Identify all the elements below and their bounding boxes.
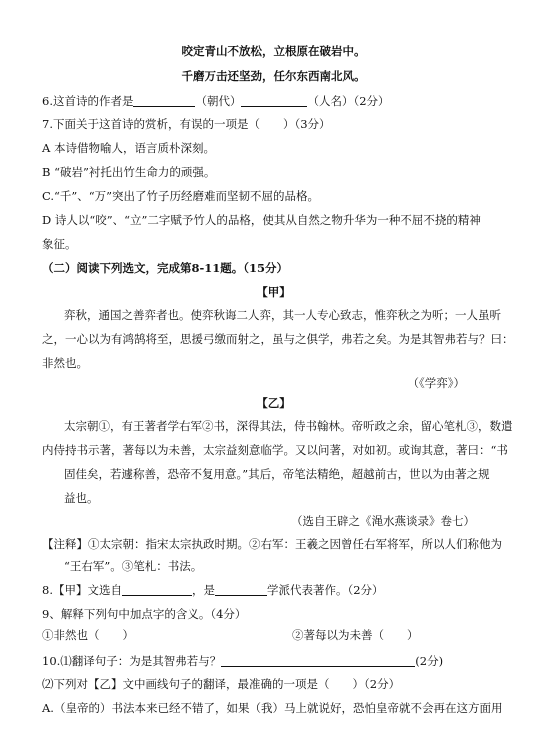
passage-yi-line-3: 固佳矣，若遽称善，恐帝不复用意。”其后，帝笔法精绝，超越前古，世以为由著之规 [64,467,490,481]
q6-name-blank[interactable] [241,106,307,107]
poem-line-2: 千磨万击还坚劲，任尔东西南北风。 [181,69,366,83]
question-10-option-a: A.（皇帝的）书法本来已经不错了，如果（我）马上就说好，恐怕皇帝就不会再在这方面用 [42,701,503,715]
q6-name-label: （人名）（2分） [307,94,390,108]
question-7-option-a: A 本诗借物喻人，语言质朴深刻。 [42,141,215,155]
passage-jia-title: 【甲】 [256,285,291,299]
q10-part1-suffix: (2分) [415,654,444,668]
question-7-option-d-line-1: D 诗人以“咬”、“立”二字赋予竹人的品格，使其从自然之物升华为一种不屈不挠的精神 [42,213,481,227]
question-10-part-1 [42,653,443,669]
question-7-option-d-line-2: 象征。 [42,237,77,251]
question-7-option-b: B “破岩”衬托出竹生命力的顽强。 [42,165,216,179]
passage-jia-line-3: 非然也。 [42,356,88,370]
question-10-part-2: ⑵下列对【乙】文中画线句子的翻译，最准确的一项是（ ）（2分） [42,677,401,691]
notes-line-1: 【注释】①太宗朝：指宋太宗执政时期。②右军：王羲之因曾任右军将军，所以人们称他为 [42,537,502,551]
passage-yi-source: （选自王辟之《渑水燕谈录》卷七） [291,514,475,528]
q6-prefix: 6.这首诗的作者是 [42,94,134,108]
passage-yi-line-1: 太宗朝①，有王著者学右军②书，深得其法，侍书翰林。帝听政之余，留心笔札③，数遣 [64,419,513,433]
question-6 [42,93,390,109]
notes-line-2: “王右军”。③笔札：书法。 [64,559,203,573]
passage-yi-line-2: 内侍持书示著，著每以为未善，太宗益刻意临学。又以问著，对如初。或询其意，著曰：“书 [42,443,508,457]
q10-translation-blank[interactable] [221,666,415,667]
q8-prefix: 8.【甲】文选自 [42,583,122,597]
question-9-stem: 9、解释下列句中加点字的含义。（4分） [42,607,247,621]
passage-yi-line-4: 益也。 [64,491,99,505]
question-7-option-c: C.“千”、“万”突出了竹子历经磨难而坚韧不屈的品格。 [42,189,320,203]
q8-source-blank[interactable] [122,595,192,596]
passage-jia-line-1: 弈秋，通国之善弈者也。使弈秋诲二人弈，其一人专心致志，惟弈秋之为听；一人虽听 [64,308,501,322]
question-9-item-1: ①非然也（ ） [42,628,134,642]
q8-school-blank[interactable] [215,595,267,596]
q6-dynasty-label: （朝代） [195,94,242,108]
passage-jia-source: （《学弈》） [407,376,465,390]
q10-part1-prefix: 10.⑴翻译句子：为是其智弗若与？ [42,654,222,668]
poem-line-1: 咬定青山不放松，立根原在破岩中。 [181,44,366,58]
q8-suffix: 学派代表著作。（2分） [266,583,384,597]
section-2-heading: （二）阅读下列选文，完成第8-11题。（15分） [42,261,289,275]
passage-jia-line-2: 之，一心以为有鸿鹄将至，思援弓缴而射之，虽与之俱学，弗若之矣。为是其智弗若与？曰： [42,332,514,346]
passage-yi-title: 【乙】 [256,396,291,410]
q6-dynasty-blank[interactable] [133,106,195,107]
question-7-stem: 7.下面关于这首诗的赏析，有误的一项是（ ）（3分） [42,117,331,131]
q8-middle: ，是 [191,583,215,597]
question-9-item-2: ②著每以为未善（ ） [292,628,419,642]
question-8 [42,582,384,598]
